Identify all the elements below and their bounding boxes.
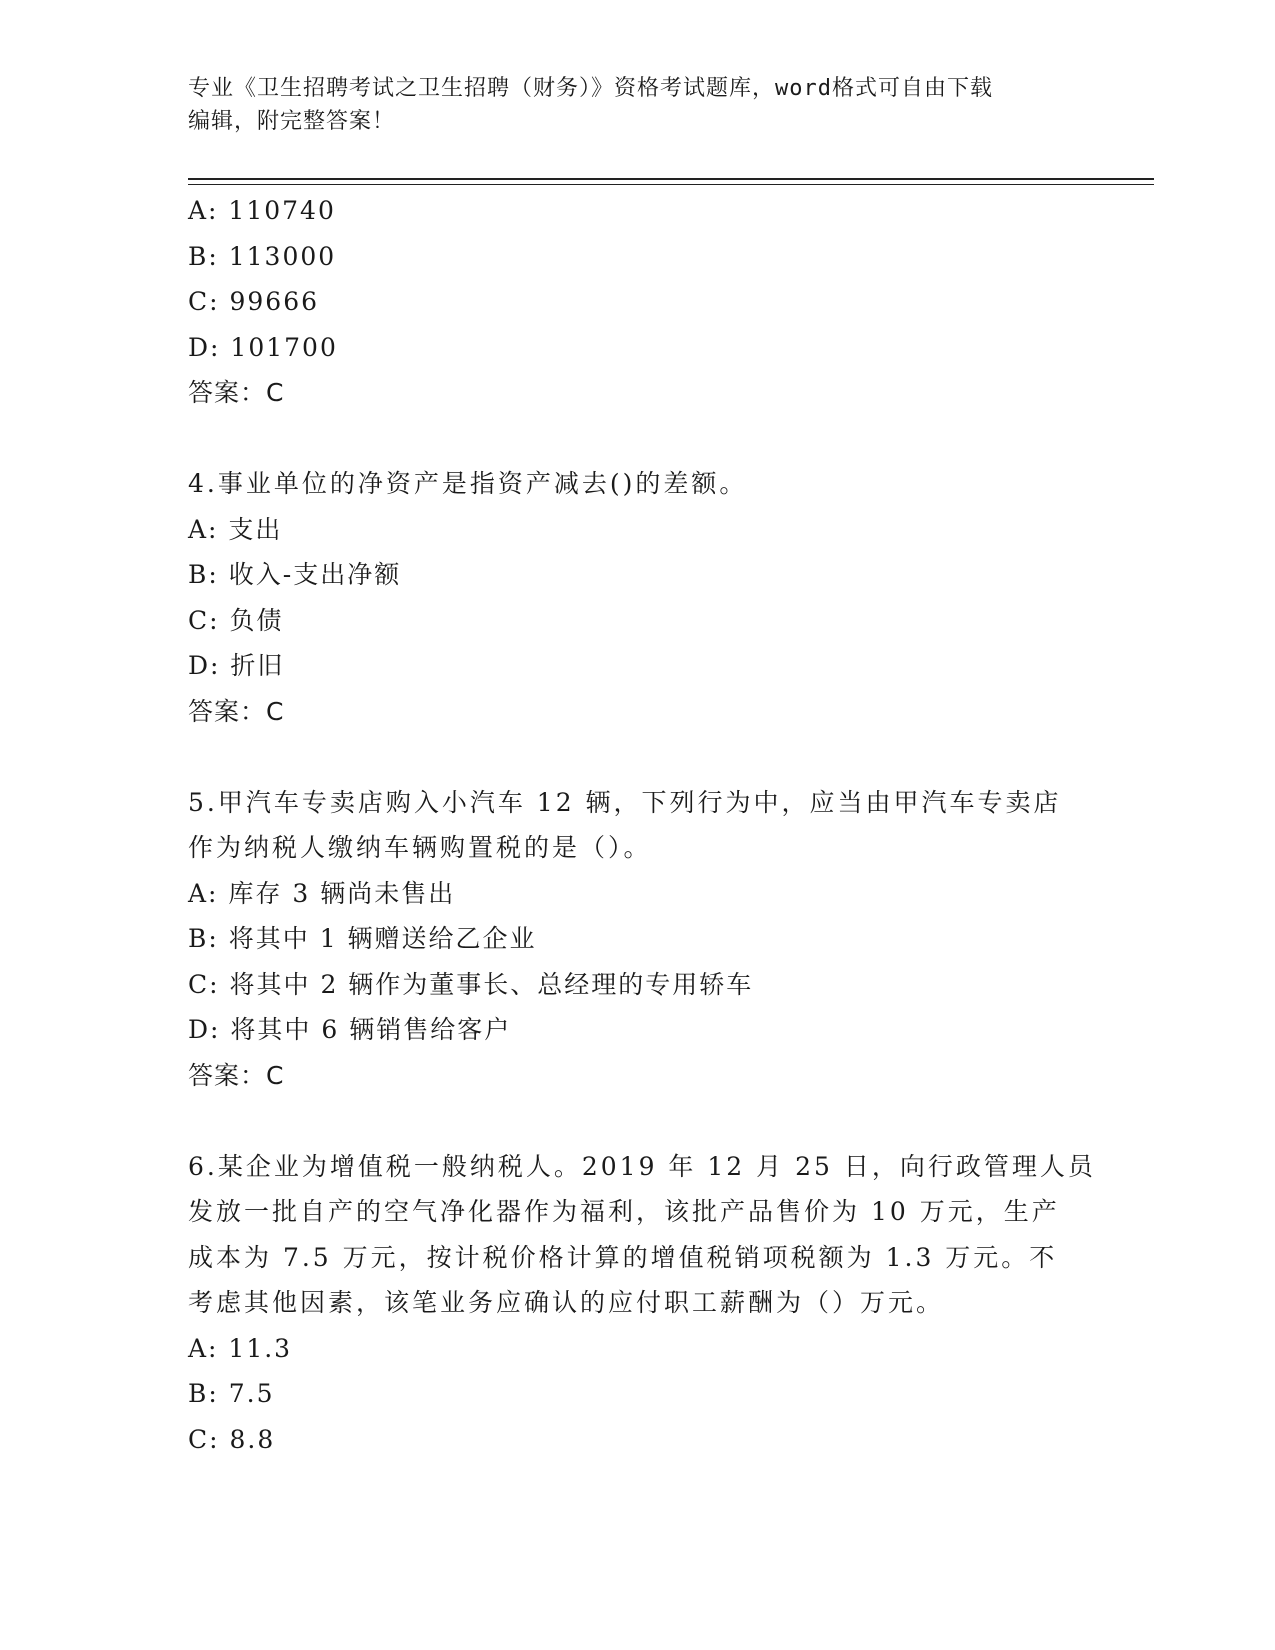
- answer-line: 答案：C: [188, 378, 285, 407]
- question-stem: 5.甲汽车专卖店购入小汽车 12 辆，下列行为中，应当由甲汽车专卖店: [188, 787, 1062, 817]
- spacer: [188, 734, 1068, 780]
- option-d: D: 折旧: [188, 651, 285, 680]
- question-5: [188, 780, 1068, 1099]
- option-b: B: 7.5: [188, 1379, 275, 1408]
- spacer: [188, 416, 1068, 462]
- question-stem: 发放一批自产的空气净化器作为福利，该批产品售价为 10 万元，生产: [188, 1197, 1060, 1226]
- option-b: B: 收入-支出净额: [188, 560, 402, 589]
- option-c: C: 将其中 2 辆作为董事长、总经理的专用轿车: [188, 969, 754, 999]
- option-c: C: 8.8: [188, 1424, 276, 1454]
- question-stem: 4.事业单位的净资产是指资产减去()的差额。: [188, 469, 748, 498]
- option-d: D: 101700: [188, 332, 338, 362]
- header-line-1: 专业《卫生招聘考试之卫生招聘（财务）》资格考试题库，word格式可自由下载: [188, 76, 993, 101]
- question-stem: 成本为 7.5 万元，按计税价格计算的增值税销项税额为 1.3 万元。不: [188, 1242, 1058, 1272]
- header-rule-thick: [188, 178, 1154, 180]
- option-d: D: 将其中 6 辆销售给客户: [188, 1015, 512, 1044]
- question-stem: 考虑其他因素，该笔业务应确认的应付职工薪酬为（）万元。: [188, 1288, 945, 1317]
- document-header: [188, 72, 1068, 138]
- question-stem: 6.某企业为增值税一般纳税人。2019 年 12 月 25 日，向行政管理人员: [188, 1151, 1096, 1181]
- question-3-continued: [188, 188, 1068, 416]
- question-6: [188, 1144, 1096, 1463]
- answer-line: 答案：C: [188, 696, 285, 726]
- question-4: [188, 461, 1068, 734]
- question-list: [188, 188, 1096, 1462]
- option-a: A: 支出: [188, 514, 283, 544]
- header-line-2: 编辑，附完整答案！: [188, 109, 396, 134]
- option-c: C: 负债: [188, 605, 284, 635]
- option-a: A: 11.3: [188, 1333, 293, 1363]
- spacer: [188, 1098, 1068, 1144]
- option-c: C: 99666: [188, 287, 320, 316]
- option-a: A: 库存 3 辆尚未售出: [188, 878, 456, 908]
- option-b: B: 113000: [188, 241, 337, 271]
- answer-line: 答案：C: [188, 1060, 285, 1090]
- question-stem: 作为纳税人缴纳车辆购置税的是（）。: [188, 833, 652, 862]
- option-a: A: 110740: [188, 196, 336, 225]
- header-rule-thin: [188, 184, 1154, 185]
- option-b: B: 将其中 1 辆赠送给乙企业: [188, 924, 537, 953]
